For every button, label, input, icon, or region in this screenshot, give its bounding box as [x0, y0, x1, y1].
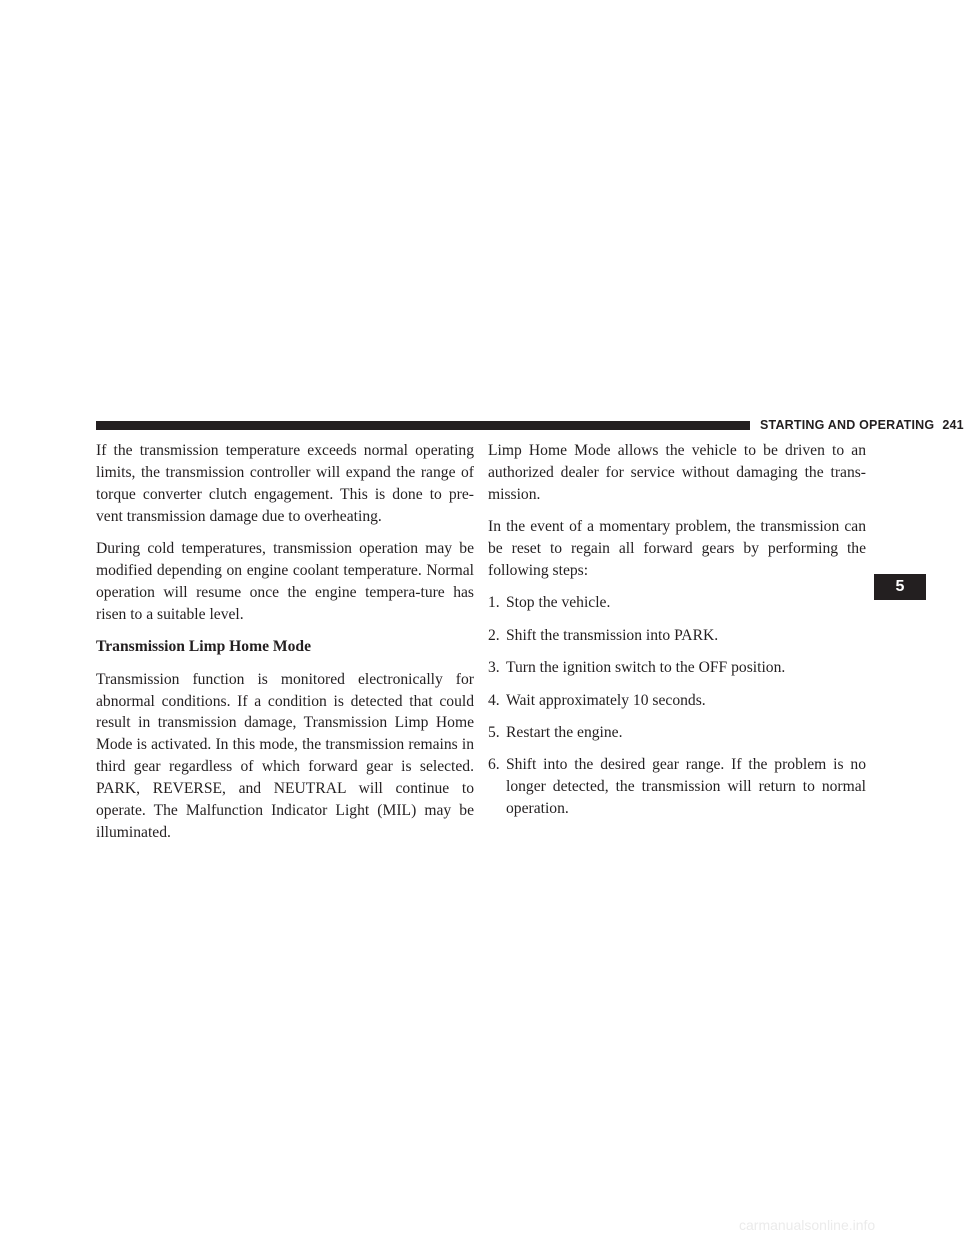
- step-text: Shift the transmission into PARK.: [506, 626, 719, 644]
- step-item: [488, 592, 866, 614]
- step-number: 5.: [488, 724, 500, 742]
- paragraph-overheating: If the transmission temperature exceeds normal operating limits, the transmission controller will expand the range of torque converter clutch engagement. This is done to pre-vent transmission damage due to overheating.: [96, 442, 474, 525]
- step-number: 6.: [488, 756, 500, 774]
- section-heading-limp-home: Transmission Limp Home Mode: [96, 638, 311, 656]
- step-item: [488, 690, 866, 712]
- paragraph-reset-intro: In the event of a momentary problem, the transmission can be reset to regain all forward gears by performing the following steps:: [488, 518, 866, 580]
- step-item: [488, 625, 866, 647]
- page-number: 241: [942, 418, 964, 432]
- step-number: 1.: [488, 594, 500, 612]
- step-item: [488, 657, 866, 679]
- step-number: 2.: [488, 626, 500, 644]
- right-column: [488, 440, 866, 831]
- header-rule: [96, 421, 750, 430]
- step-text: Shift into the desired gear range. If the problem is no longer detected, the transmission will return to normal operation.: [506, 756, 866, 818]
- section-title: STARTING AND OPERATING: [760, 418, 935, 432]
- step-item: [488, 722, 866, 744]
- chapter-tab: 5: [874, 574, 926, 600]
- step-number: 3.: [488, 659, 500, 677]
- running-header: [760, 416, 964, 434]
- left-column: [96, 440, 474, 854]
- paragraph-limp-home-purpose: Limp Home Mode allows the vehicle to be driven to an authorized dealer for service without damaging the trans-mission.: [488, 442, 866, 503]
- step-text: Wait approximately 10 seconds.: [506, 691, 706, 709]
- step-number: 4.: [488, 691, 500, 709]
- paragraph-cold-temperatures: During cold temperatures, transmission operation may be modified depending on engine coolant temperature. Normal operation will resume once the engine tempera-ture has risen to a suitable level.: [96, 540, 474, 623]
- step-text: Stop the vehicle.: [506, 594, 611, 612]
- step-text: Turn the ignition switch to the OFF position.: [506, 659, 786, 677]
- paragraph-limp-home-description: Transmission function is monitored electronically for abnormal conditions. If a condition is detected that could result in transmission damage, Transmission Limp Home Mode is activated. In this mode, the transmission remains in third gear regardless of which forward gear is selected. PARK, REVERSE, and NEUTRAL will continue to operate. The Malfunction Indicator Light (MIL) may be illuminated.: [96, 670, 474, 841]
- watermark-text: carmanualsonline.info: [739, 1217, 876, 1233]
- step-item: [488, 754, 866, 820]
- step-text: Restart the engine.: [506, 724, 623, 742]
